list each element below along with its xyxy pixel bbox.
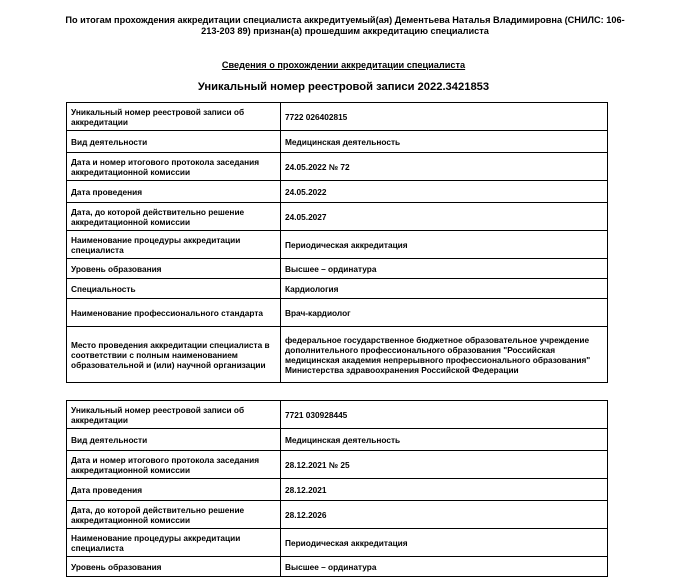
row-key: Вид деятельности [67,429,281,451]
row-value: Медицинская деятельность [281,429,608,451]
row-value: 24.05.2022 № 72 [281,153,608,181]
table-row [67,103,608,131]
row-key: Специальность [67,279,281,299]
row-value: 24.05.2027 [281,203,608,231]
row-value: 7721 030928445 [281,401,608,429]
row-value: 24.05.2022 [281,181,608,203]
table-row [67,181,608,203]
row-key: Уникальный номер реестровой записи об аккредитации [67,103,281,131]
table-row [67,259,608,279]
row-value: Периодическая аккредитация [281,529,608,557]
table-row [67,231,608,259]
table-row [67,279,608,299]
table-row [67,479,608,501]
intro-paragraph: По итогам прохождения аккредитации специалиста аккредитуемый(ая) Дементьева Наталья Владимировна (СНИЛС: 106-213-203 89) признан(а) прошедшим аккредитацию специалиста [65,15,625,36]
row-key: Дата, до которой действительно решение аккредитационной комиссии [67,501,281,529]
row-value: Врач-кардиолог [281,299,608,327]
table-row [67,451,608,479]
table-row [67,501,608,529]
row-key: Место проведения аккредитации специалиста в соответствии с полным наименованием образовательной и (или) научной организации [67,327,281,383]
row-value: 28.12.2021 № 25 [281,451,608,479]
row-key: Уровень образования [67,259,281,279]
row-value: Периодическая аккредитация [281,231,608,259]
row-value: Высшее – ординатура [281,557,608,577]
row-value: 28.12.2026 [281,501,608,529]
table-row [67,529,608,557]
table-row [67,429,608,451]
table-row [67,401,608,429]
row-key: Уникальный номер реестровой записи об аккредитации [67,401,281,429]
row-value: Медицинская деятельность [281,131,608,153]
registry-number-heading: Уникальный номер реестровой записи 2022.3421853 [197,81,490,93]
row-key: Вид деятельности [67,131,281,153]
row-key: Дата проведения [67,181,281,203]
row-value: 28.12.2021 [281,479,608,501]
row-key: Дата и номер итогового протокола заседания аккредитационной комиссии [67,451,281,479]
table-row [67,153,608,181]
table-row [67,131,608,153]
table-row [67,557,608,577]
row-value: федеральное государственное бюджетное образовательное учреждение дополнительного профессионального образования "Российская медицинская академия непрерывного профессионального образования" Министерства здравоохранения Российской Федерации [281,327,608,383]
table-row [67,203,608,231]
row-key: Наименование процедуры аккредитации специалиста [67,231,281,259]
section-title: Сведения о прохождении аккредитации специалиста [221,60,466,70]
accreditation-table-2 [66,400,608,577]
row-key: Дата проведения [67,479,281,501]
row-key: Дата, до которой действительно решение аккредитационной комиссии [67,203,281,231]
row-value: Кардиология [281,279,608,299]
row-key: Дата и номер итогового протокола заседания аккредитационной комиссии [67,153,281,181]
row-value: Высшее – ординатура [281,259,608,279]
accreditation-table-1 [66,102,608,383]
row-value: 7722 026402815 [281,103,608,131]
row-key: Наименование профессионального стандарта [67,299,281,327]
row-key: Наименование процедуры аккредитации специалиста [67,529,281,557]
row-key: Уровень образования [67,557,281,577]
table-row [67,299,608,327]
table-row [67,327,608,383]
